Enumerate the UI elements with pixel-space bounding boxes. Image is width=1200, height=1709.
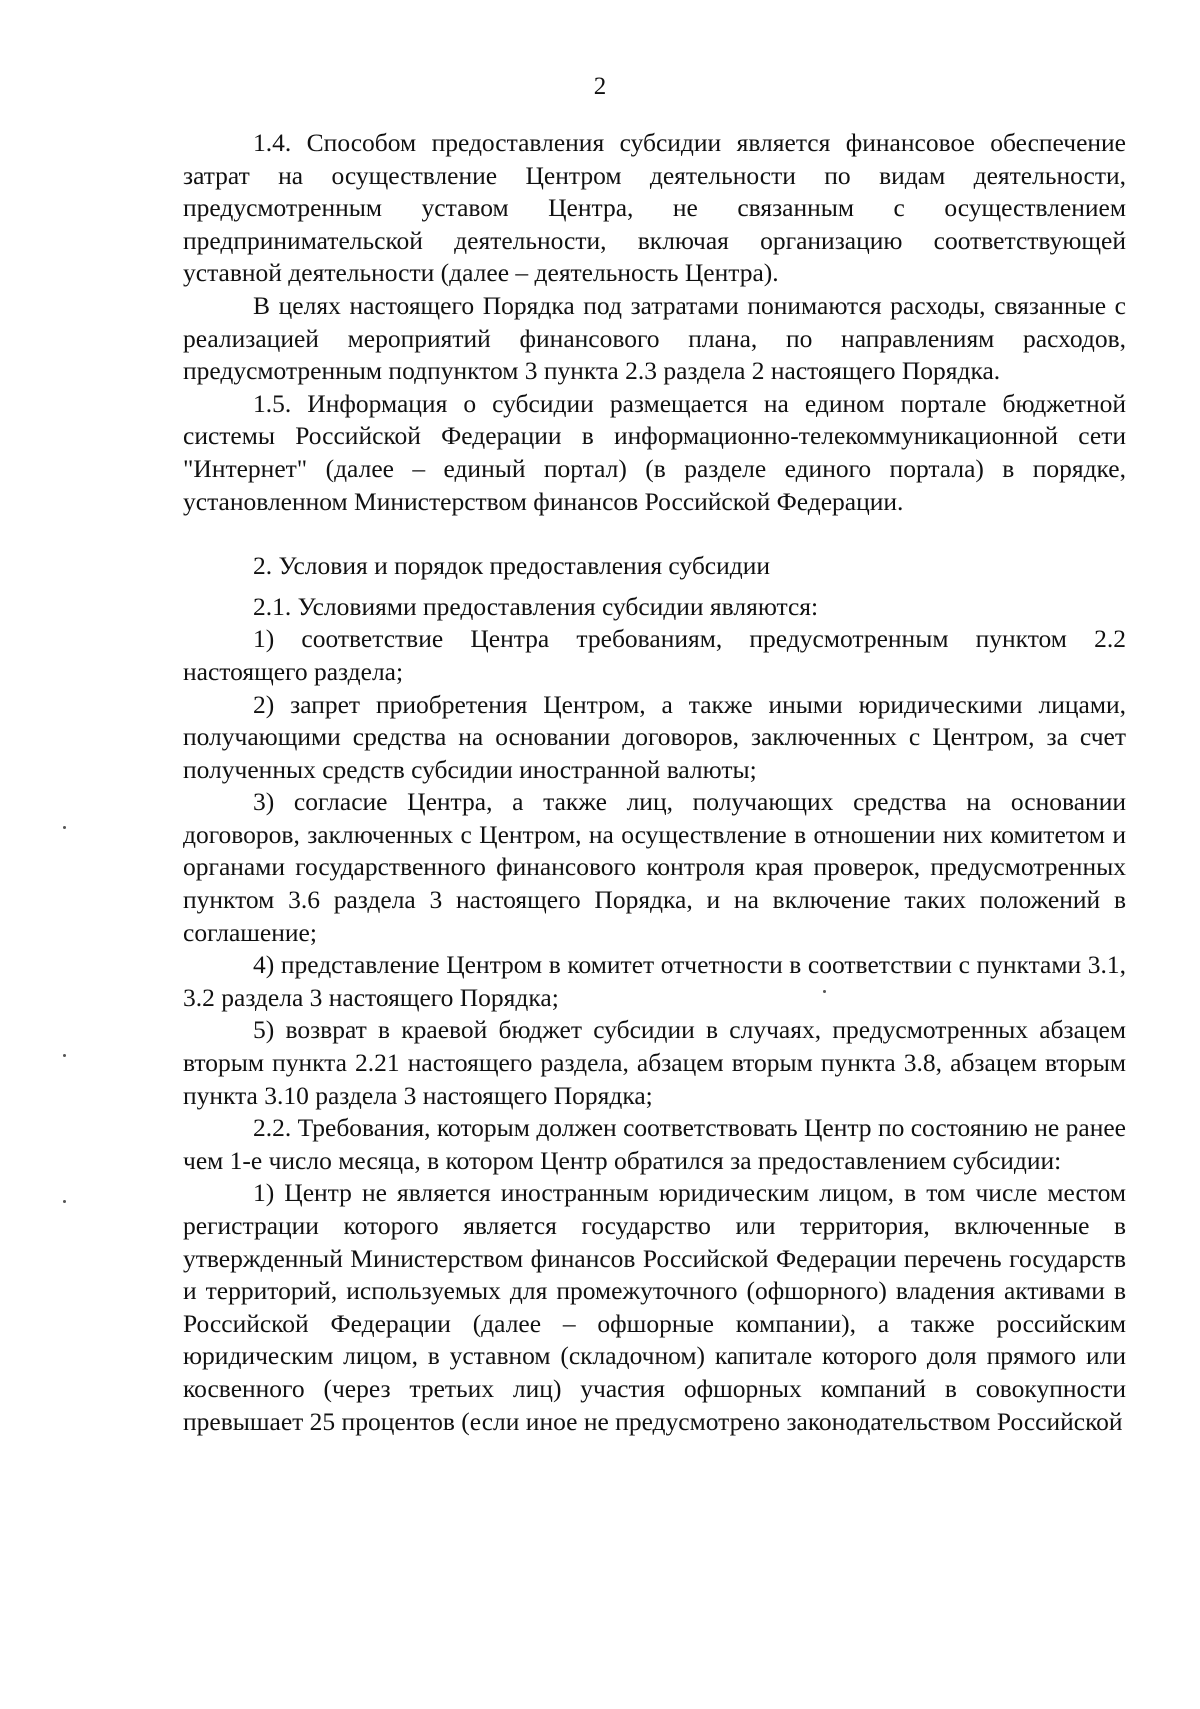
scan-speck <box>63 1200 66 1203</box>
paragraph-2-1-item-2: 2) запрет приобретения Центром, а также иными юридическими лицами, получающими средства на основании договоров, заключенных с Центром, за счет полученных средств субсидии иностранной валюты; <box>183 689 1126 784</box>
paragraph-2-1: 2.1. Условиями предоставления субсидии являются: <box>253 591 819 621</box>
paragraph-1-4: 1.4. Способом предоставления субсидии является финансовое обеспечение затрат на осуществление Центром деятельности по видам деятельности, предусмотренным уставом Центра, не связанным с осуществлением предпринимательской деятельности, включая организацию соответствующей уставной деятельности (далее – деятельность Центра). <box>183 128 1126 288</box>
document-body <box>183 127 1126 1438</box>
paragraph-2-1-item-5: 5) возврат в краевой бюджет субсидии в случаях, предусмотренных абзацем вторым пункта 2.21 настоящего раздела, абзацем вторым пункта 3.8, абзацем вторым пункта 3.10 раздела 3 настоящего Порядка; <box>183 1015 1126 1110</box>
scan-speck <box>63 1054 66 1057</box>
scan-speck <box>63 826 66 829</box>
scan-speck <box>823 990 826 993</box>
page-number: 2 <box>593 73 607 100</box>
paragraph-costs-definition: В целях настоящего Порядка под затратами понимаются расходы, связанные с реализацией мероприятий финансового плана, по направлениям расходов, предусмотренным подпунктом 3 пункта 2.3 раздела 2 настоящего Порядка. <box>183 290 1126 386</box>
paragraph-2-1-item-1: 1) соответствие Центра требованиям, предусмотренным пунктом 2.2 настоящего раздела; <box>183 624 1126 686</box>
paragraph-2-1-item-3: 3) согласие Центра, а также лиц, получающих средства на основании договоров, заключенных с Центром, на осуществление в отношении них комитетом и органами государственного финансового контроля края проверок, предусмотренных пунктом 3.6 раздела 3 настоящего Порядка, и на включение таких положений в соглашение; <box>183 787 1126 947</box>
paragraph-2-2: 2.2. Требования, которым должен соответствовать Центр по состоянию не ранее чем 1-е число месяца, в котором Центр обратился за предоставлением субсидии: <box>183 1113 1126 1175</box>
paragraph-1-5: 1.5. Информация о субсидии размещается на едином портале бюджетной системы Российской Федерации в информационно-телекоммуникационной сети "Интернет" (далее – единый портал) (в разделе единого портала) в порядке, установленном Министерством финансов Российской Федерации. <box>183 388 1126 516</box>
paragraph-2-2-item-1: 1) Центр не является иностранным юридическим лицом, в том числе местом регистрации которого является государство или территория, включенные в утвержденный Министерством финансов Российской Федерации перечень государств и территорий, используемых для промежуточного (офшорного) владения активами в Российской Федерации (далее – офшорные компании), а также российским юридическим лицом, в уставном (складочном) капитале которого доля прямого или косвенного (через третьих лиц) участия офшорных компаний в совокупности превышает 25 процентов (если иное не предусмотрено законодательством Российской <box>183 1178 1126 1436</box>
section-2-heading: 2. Условия и порядок предоставления субсидии <box>253 551 771 581</box>
paragraph-2-1-item-4: 4) представление Центром в комитет отчетности в соответствии с пунктами 3.1, 3.2 раздела 3 настоящего Порядка; <box>183 950 1126 1012</box>
